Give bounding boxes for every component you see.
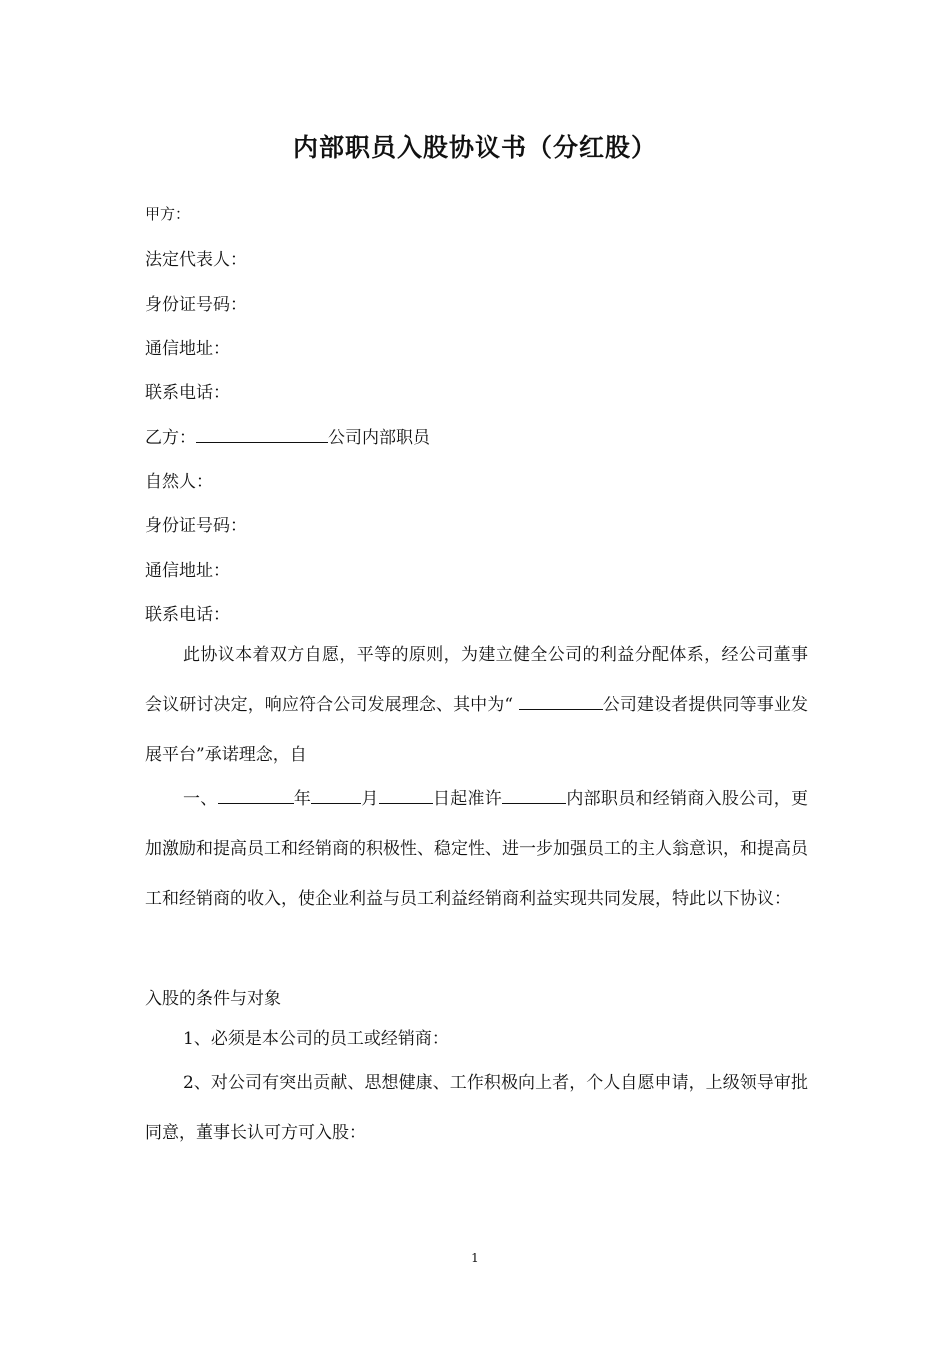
entity-blank xyxy=(502,788,566,804)
year-label: 年 xyxy=(293,789,312,809)
party-b-company-suffix: 公司内部职员 xyxy=(328,428,430,448)
party-a-legal-rep: 法定代表人： xyxy=(145,250,247,270)
condition-2: 2、对公司有突出贡献、思想健康、工作积极向上者，个人自愿申请，上级领导审批同意，董事长认可方可入股： xyxy=(145,1073,808,1143)
preamble-text-2: 公司建设者提供同等事业发展平台”承诺理念，自 xyxy=(145,695,809,765)
year-blank xyxy=(218,788,294,804)
month-label: 月 xyxy=(361,789,379,809)
preamble-text-1: 此协议本着双方自愿，平等的原则，为建立健全公司的利益分配体系，经公司董事会议研讨决定，响应符合公司发展理念、其中为“ xyxy=(145,645,808,715)
party-a-address: 通信地址： xyxy=(145,339,230,359)
party-b-line xyxy=(145,423,430,448)
party-a-id-number: 身份证号码： xyxy=(145,295,247,315)
party-a-phone: 联系电话： xyxy=(145,383,230,403)
party-b-address: 通信地址： xyxy=(145,561,230,581)
party-b-phone: 联系电话： xyxy=(145,605,230,625)
condition-1: 1、必须是本公司的员工或经销商： xyxy=(183,1029,449,1049)
section-heading: 入股的条件与对象 xyxy=(145,989,281,1009)
preamble-paragraph xyxy=(145,630,808,780)
party-b-natural-person: 自然人： xyxy=(145,472,213,492)
page-number: 1 xyxy=(471,1251,479,1265)
company-blank xyxy=(519,694,603,710)
month-blank xyxy=(311,788,361,804)
clause-one-paragraph xyxy=(145,774,808,924)
document-title: 内部职员入股协议书（分红股） xyxy=(292,133,657,162)
company-name-blank xyxy=(196,427,328,443)
day-label: 日起准许 xyxy=(432,789,503,809)
day-blank xyxy=(379,788,433,804)
clause-one-prefix: 一、 xyxy=(183,789,218,809)
party-b-id-number: 身份证号码： xyxy=(145,516,247,536)
party-a-label: 甲方： xyxy=(145,205,191,223)
clause-one-text: 内部职员和经销商入股公司，更加激励和提高员工和经销商的积极性、稳定性、进一步加强员工的主人翁意识，和提高员工和经销商的收入，使企业利益与员工利益经销商利益实现共同发展，特此以下协议： xyxy=(145,789,809,909)
party-b-label: 乙方： xyxy=(145,428,196,448)
